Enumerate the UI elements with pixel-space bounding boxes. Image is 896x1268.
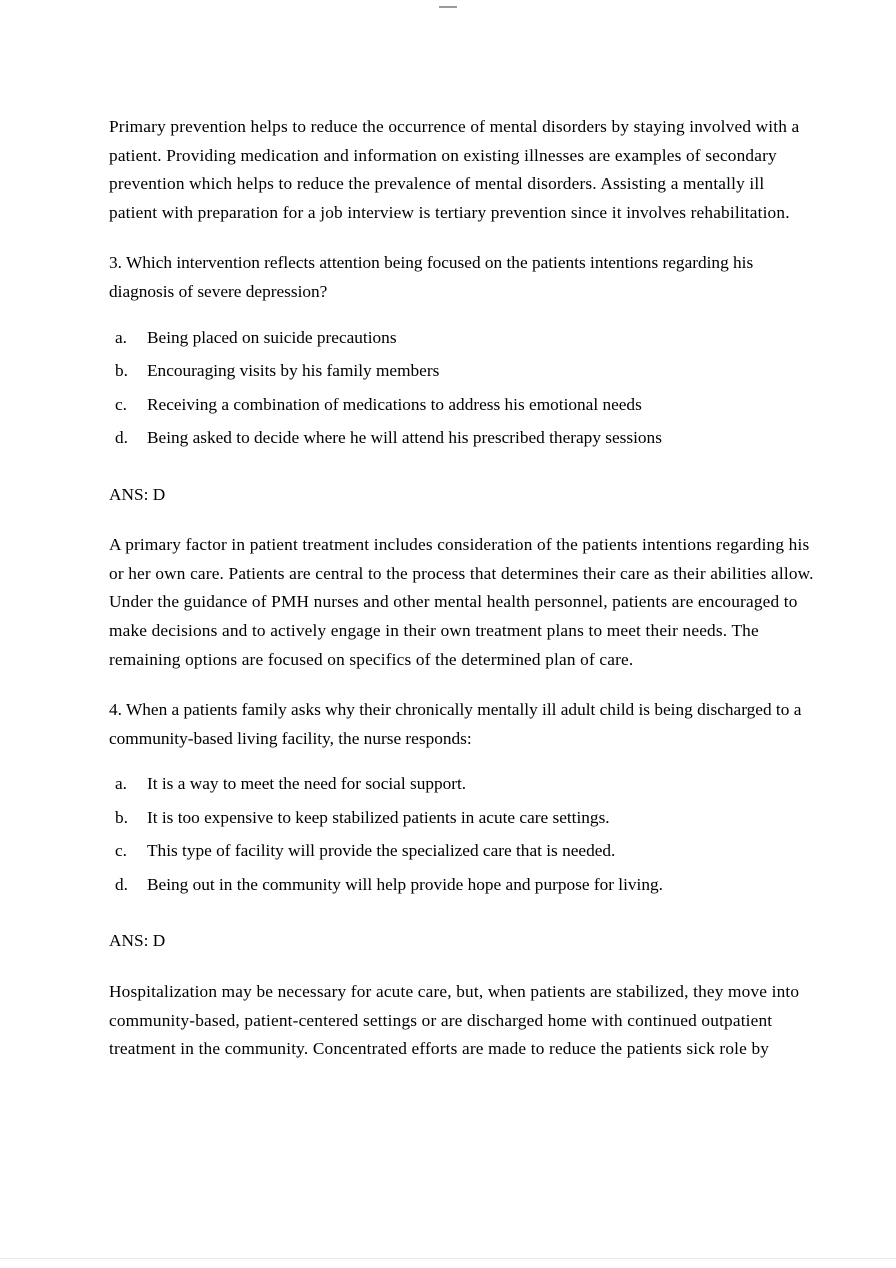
- question-4-options: [109, 767, 816, 901]
- option-marker: d.: [115, 874, 128, 894]
- question-3-options: [109, 321, 816, 455]
- paragraph-primary-prevention: Primary prevention helps to reduce the occurrence of mental disorders by staying involved with a patient. Providing medication and information on existing illnesses are examples of secondary prevention which helps to reduce the prevalence of mental disorders. Assisting a mentally ill patient with preparation for a job interview is tertiary prevention since it involves rehabilitation.: [109, 117, 800, 222]
- option-item[interactable]: [115, 354, 816, 388]
- option-item[interactable]: [115, 767, 816, 801]
- option-marker: d.: [115, 428, 128, 448]
- option-label: It is too expensive to keep stabilized patients in acute care settings.: [147, 807, 610, 827]
- question-4-rationale: Hospitalization may be necessary for acute care, but, when patients are stabilized, they move into community-based, patient-centered settings or are discharged home with continued outpatient treatment in the community. Concentrated efforts are made to reduce the patients sick role by: [109, 981, 800, 1059]
- question-4-answer: ANS: D: [109, 931, 166, 951]
- option-label: Being asked to decide where he will attend his prescribed therapy sessions: [147, 428, 662, 448]
- document-body: [109, 113, 816, 1086]
- option-label: This type of facility will provide the specialized care that is needed.: [147, 841, 616, 861]
- option-label: Being out in the community will help provide hope and purpose for living.: [147, 874, 663, 894]
- option-item[interactable]: [115, 801, 816, 835]
- question-3-rationale: A primary factor in patient treatment includes consideration of the patients intentions regarding his or her own care. Patients are central to the process that determines their care as their abilities allow. Under the guidance of PMH nurses and other mental health personnel, patients are encouraged to make decisions and to actively engage in their own treatment plans to meet their needs. The remaining options are focused on specifics of the determined plan of care.: [109, 535, 814, 669]
- question-4-stem: 4. When a patients family asks why their chronically mentally ill adult child is being discharged to a community-based living facility, the nurse responds:: [109, 700, 802, 748]
- option-marker: a.: [115, 774, 127, 794]
- option-item[interactable]: [115, 388, 816, 422]
- option-marker: b.: [115, 361, 128, 381]
- option-marker: c.: [115, 841, 127, 861]
- question-3-stem: 3. Which intervention reflects attention being focused on the patients intentions regarding his diagnosis of severe depression?: [109, 253, 754, 301]
- question-3-answer: ANS: D: [109, 484, 166, 504]
- option-marker: b.: [115, 807, 128, 827]
- option-item[interactable]: [115, 868, 816, 902]
- option-label: Being placed on suicide precautions: [147, 327, 397, 347]
- option-marker: a.: [115, 327, 127, 347]
- option-label: Receiving a combination of medications to address his emotional needs: [147, 394, 642, 414]
- option-label: Encouraging visits by his family members: [147, 361, 440, 381]
- option-item[interactable]: [115, 321, 816, 355]
- option-marker: c.: [115, 394, 127, 414]
- page-bottom-divider: [0, 1258, 896, 1259]
- option-label: It is a way to meet the need for social support.: [147, 774, 467, 794]
- option-item[interactable]: [115, 421, 816, 455]
- option-item[interactable]: [115, 834, 816, 868]
- page-top-mark-icon: [439, 6, 457, 8]
